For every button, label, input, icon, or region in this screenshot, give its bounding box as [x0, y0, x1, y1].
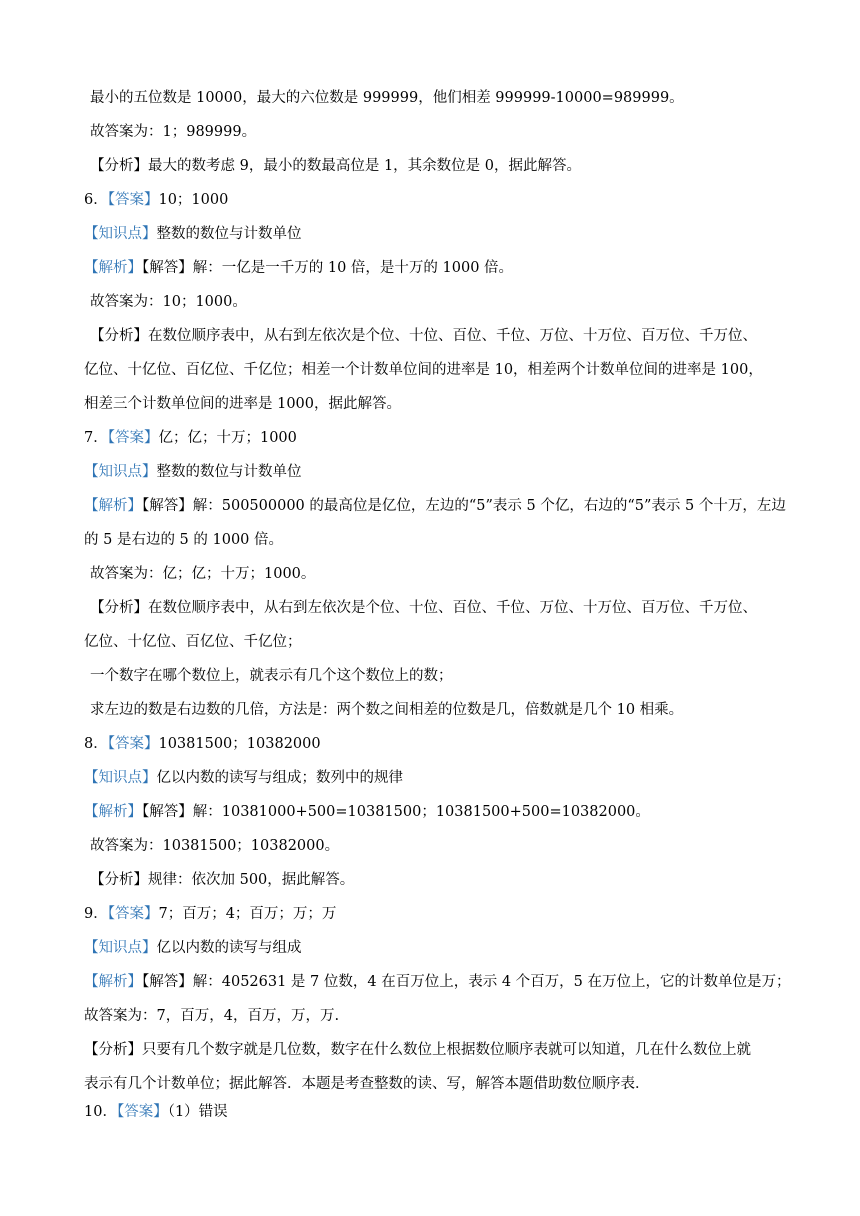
- final-answer: 故答案为：亿；亿；十万；1000。: [90, 566, 316, 582]
- solution-text: 解：500500000 的最高位是亿位，左边的“5”表示 5 个亿，右边的“5”表示 5 个十万，左边: [192, 498, 786, 514]
- question-number: 10．: [84, 1104, 117, 1120]
- analysis-label: 解析: [98, 498, 128, 514]
- text-line: 最小的五位数是 10000，最大的六位数是 999999，他们相差 999999-10000=989999。: [90, 90, 684, 106]
- analysis-label: 解析: [98, 804, 128, 820]
- question-8-knowledge: 【知识点】亿以内数的读写与组成；数列中的规律: [84, 770, 403, 786]
- remark-label: 【分析】: [90, 600, 148, 616]
- question-number: 6．: [84, 192, 108, 208]
- remark-label: 【分析】: [90, 872, 148, 888]
- remark-text: 规律：依次加 500，据此解答。: [148, 872, 355, 888]
- question-9-knowledge: 【知识点】亿以内数的读写与组成: [84, 940, 302, 956]
- remark-line: [90, 598, 757, 618]
- solution-line: 的 5 是右边的 5 的 1000 倍。: [84, 532, 284, 548]
- question-9-solution: 【解析】【解答】解：4052631 是 7 位数，4 在百万位上，表示 4 个百万，5 在万位上，它的计数单位是万；: [84, 974, 791, 990]
- question-6-solution: 【解析】【解答】解：一亿是一千万的 10 倍，是十万的 1000 倍。: [84, 260, 514, 276]
- question-8-solution: 【解析】【解答】解：10381000+500=10381500；10381500+500=10382000。: [84, 804, 650, 820]
- answer-label: 答案: [114, 906, 144, 922]
- text-line: 故答案为：1；989999。: [90, 124, 257, 140]
- final-answer: 故答案为：10；1000。: [90, 294, 247, 310]
- question-7-knowledge: 【知识点】整数的数位与计数单位: [84, 464, 302, 480]
- remark-line: 亿位、十亿位、百亿位、千亿位；: [84, 634, 302, 650]
- knowledge-text: 整数的数位与计数单位: [156, 226, 302, 242]
- knowledge-label: 知识点: [98, 464, 142, 480]
- knowledge-text: 亿以内数的读写与组成: [156, 940, 302, 956]
- solution-label: 【解答】: [142, 260, 193, 276]
- remark-label: 【分析】: [84, 1042, 142, 1058]
- answer-label: 答案: [114, 736, 144, 752]
- question-6-answer: 6．【答案】10；1000: [84, 192, 229, 208]
- remark-line: 表示有几个计数单位；据此解答．本题是考查整数的读、写，解答本题借助数位顺序表．: [84, 1076, 650, 1092]
- answer-text: 亿；亿；十万；1000: [158, 430, 297, 446]
- answer-label: 答案: [114, 192, 144, 208]
- question-number: 9．: [84, 906, 108, 922]
- remark-line: 一个数字在哪个数位上，就表示有几个这个数位上的数；: [90, 668, 453, 684]
- remark-line: [90, 326, 757, 346]
- solution-text: 解：4052631 是 7 位数，4 在百万位上，表示 4 个百万，5 在万位上，它的计数单位是万；: [192, 974, 791, 990]
- remark-line: [90, 156, 581, 176]
- knowledge-text: 亿以内数的读写与组成；数列中的规律: [156, 770, 403, 786]
- solution-text: 解：10381000+500=10381500；10381500+500=10382000。: [192, 804, 650, 820]
- remark-text: 最大的数考虑 9，最小的数最高位是 1，其余数位是 0，据此解答。: [148, 158, 582, 174]
- final-answer: 故答案为：7，百万，4，百万，万，万.: [84, 1008, 340, 1024]
- question-8-answer: 8．【答案】10381500；10382000: [84, 736, 321, 752]
- question-number: 7．: [84, 430, 108, 446]
- remark-text: 在数位顺序表中，从右到左依次是个位、十位、百位、千位、万位、十万位、百万位、千万位、: [148, 600, 757, 616]
- analysis-label: 解析: [98, 974, 128, 990]
- answer-label: 答案: [124, 1104, 154, 1120]
- question-7-answer: 7．【答案】亿；亿；十万；1000: [84, 430, 297, 446]
- remark-text: 在数位顺序表中，从右到左依次是个位、十位、百位、千位、万位、十万位、百万位、千万位、: [148, 328, 757, 344]
- remark-line: 求左边的数是右边数的几倍，方法是：两个数之间相差的位数是几，倍数就是几个 10 相乘。: [90, 702, 684, 718]
- question-6-knowledge: 【知识点】整数的数位与计数单位: [84, 226, 302, 242]
- question-number: 8．: [84, 736, 108, 752]
- remark-line: [90, 870, 354, 890]
- answer-text: 7；百万；4；百万；万；万: [158, 906, 337, 922]
- solution-label: 【解答】: [142, 974, 193, 990]
- answer-text: 10；1000: [158, 192, 229, 208]
- remark-label: 【分析】: [90, 328, 148, 344]
- answer-label: 答案: [114, 430, 144, 446]
- knowledge-label: 知识点: [98, 770, 142, 786]
- remark-line: 亿位、十亿位、百亿位、千亿位；相差一个计数单位间的进率是 10，相差两个计数单位间的进率是 100，: [84, 362, 763, 378]
- knowledge-text: 整数的数位与计数单位: [156, 464, 302, 480]
- solution-text: 解：一亿是一千万的 10 倍，是十万的 1000 倍。: [192, 260, 514, 276]
- final-answer: 故答案为：10381500；10382000。: [90, 838, 340, 854]
- knowledge-label: 知识点: [98, 226, 142, 242]
- question-9-answer: 9．【答案】7；百万；4；百万；万；万: [84, 906, 337, 922]
- remark-label: 【分析】: [90, 158, 148, 174]
- question-7-solution: 【解析】【解答】解：500500000 的最高位是亿位，左边的“5”表示 5 个亿，右边的“5”表示 5 个十万，左边: [84, 498, 786, 514]
- remark-text: 只要有几个数字就是几位数，数字在什么数位上根据数位顺序表就可以知道，几在什么数位上就: [142, 1042, 751, 1058]
- knowledge-label: 知识点: [98, 940, 142, 956]
- remark-line: [84, 1040, 751, 1060]
- question-10-answer: 10．【答案】（1）错误: [84, 1104, 228, 1120]
- solution-label: 【解答】: [142, 804, 193, 820]
- solution-label: 【解答】: [142, 498, 193, 514]
- answer-text: 10381500；10382000: [158, 736, 321, 752]
- answer-text: （1）错误: [167, 1104, 228, 1120]
- analysis-label: 解析: [98, 260, 128, 276]
- remark-line: 相差三个计数单位间的进率是 1000，据此解答。: [84, 396, 402, 412]
